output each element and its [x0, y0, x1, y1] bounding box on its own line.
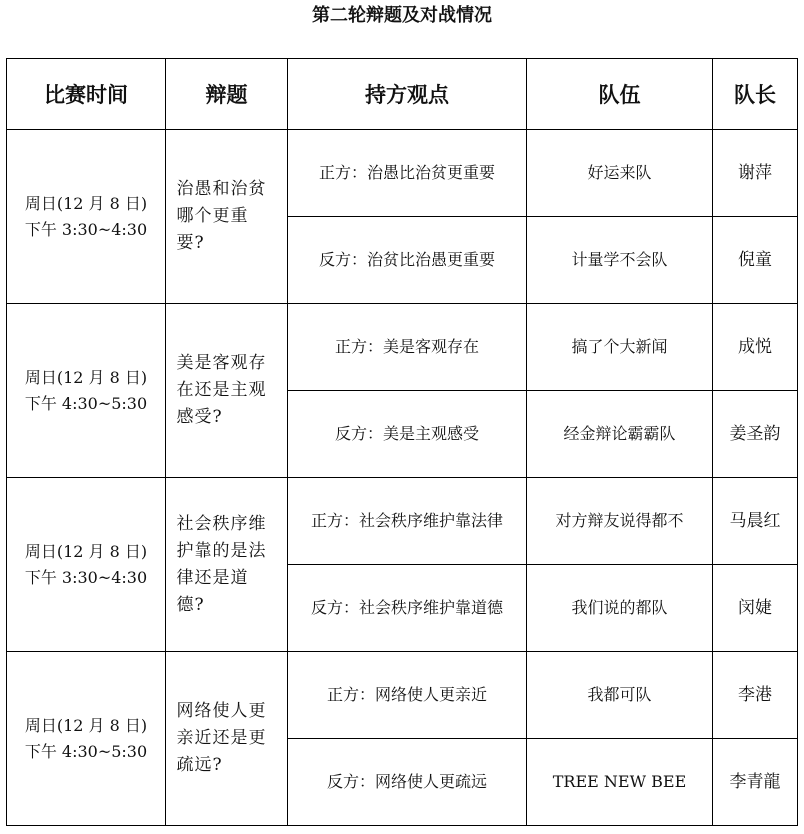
header-team: 队伍	[527, 59, 713, 130]
header-time: 比赛时间	[7, 59, 166, 130]
match-hours: 下午 4:30~5:30	[24, 393, 148, 413]
pro-team: 好运来队	[527, 130, 713, 217]
table-row	[7, 304, 798, 391]
con-captain: 闵婕	[713, 565, 798, 652]
pro-stance: 正方：治愚比治贫更重要	[288, 130, 527, 217]
con-stance: 反方：美是主观感受	[288, 391, 527, 478]
table-row	[7, 478, 798, 565]
match-topic	[166, 130, 288, 304]
match-time	[7, 130, 166, 304]
pro-stance: 正方：社会秩序维护靠法律	[288, 478, 527, 565]
table-header-row	[7, 59, 798, 130]
pro-stance: 正方：网络使人更亲近	[288, 652, 527, 739]
match-hours: 下午 3:30~4:30	[24, 219, 148, 239]
match-date: 周日(12 月 8 日)	[24, 193, 148, 213]
table-row	[7, 652, 798, 739]
pro-captain: 谢萍	[713, 130, 798, 217]
con-captain: 李青龍	[713, 739, 798, 826]
con-stance: 反方：社会秩序维护靠道德	[288, 565, 527, 652]
pro-captain: 李港	[713, 652, 798, 739]
pro-stance: 正方：美是客观存在	[288, 304, 527, 391]
con-team: TREE NEW BEE	[527, 739, 713, 826]
pro-captain: 成悦	[713, 304, 798, 391]
header-topic: 辩题	[166, 59, 288, 130]
header-captain: 队长	[713, 59, 798, 130]
match-topic	[166, 478, 288, 652]
match-time	[7, 304, 166, 478]
con-team: 经金辩论霸霸队	[527, 391, 713, 478]
match-date: 周日(12 月 8 日)	[24, 367, 148, 387]
con-captain: 倪童	[713, 217, 798, 304]
match-date: 周日(12 月 8 日)	[24, 541, 148, 561]
debate-schedule-table	[6, 58, 798, 826]
topic-text: 治愚和治贫哪个更重要?	[176, 179, 267, 253]
pro-team: 我都可队	[527, 652, 713, 739]
match-topic	[166, 304, 288, 478]
match-date: 周日(12 月 8 日)	[24, 715, 148, 735]
pro-team: 搞了个大新闻	[527, 304, 713, 391]
topic-text: 网络使人更亲近还是更疏远?	[176, 701, 267, 775]
pro-team: 对方辩友说得都不	[527, 478, 713, 565]
topic-text: 社会秩序维护靠的是法律还是道德?	[176, 513, 267, 615]
document-title: 第二轮辩题及对战情况	[312, 5, 492, 26]
match-time	[7, 652, 166, 826]
con-team: 计量学不会队	[527, 217, 713, 304]
match-hours: 下午 4:30~5:30	[24, 741, 148, 761]
con-stance: 反方：网络使人更疏远	[288, 739, 527, 826]
match-topic	[166, 652, 288, 826]
table-row	[7, 130, 798, 217]
match-hours: 下午 3:30~4:30	[24, 567, 148, 587]
header-stance: 持方观点	[288, 59, 527, 130]
con-captain: 姜圣韵	[713, 391, 798, 478]
topic-text: 美是客观存在还是主观感受?	[176, 353, 267, 427]
match-time	[7, 478, 166, 652]
con-team: 我们说的都队	[527, 565, 713, 652]
con-stance: 反方：治贫比治愚更重要	[288, 217, 527, 304]
pro-captain: 马晨红	[713, 478, 798, 565]
